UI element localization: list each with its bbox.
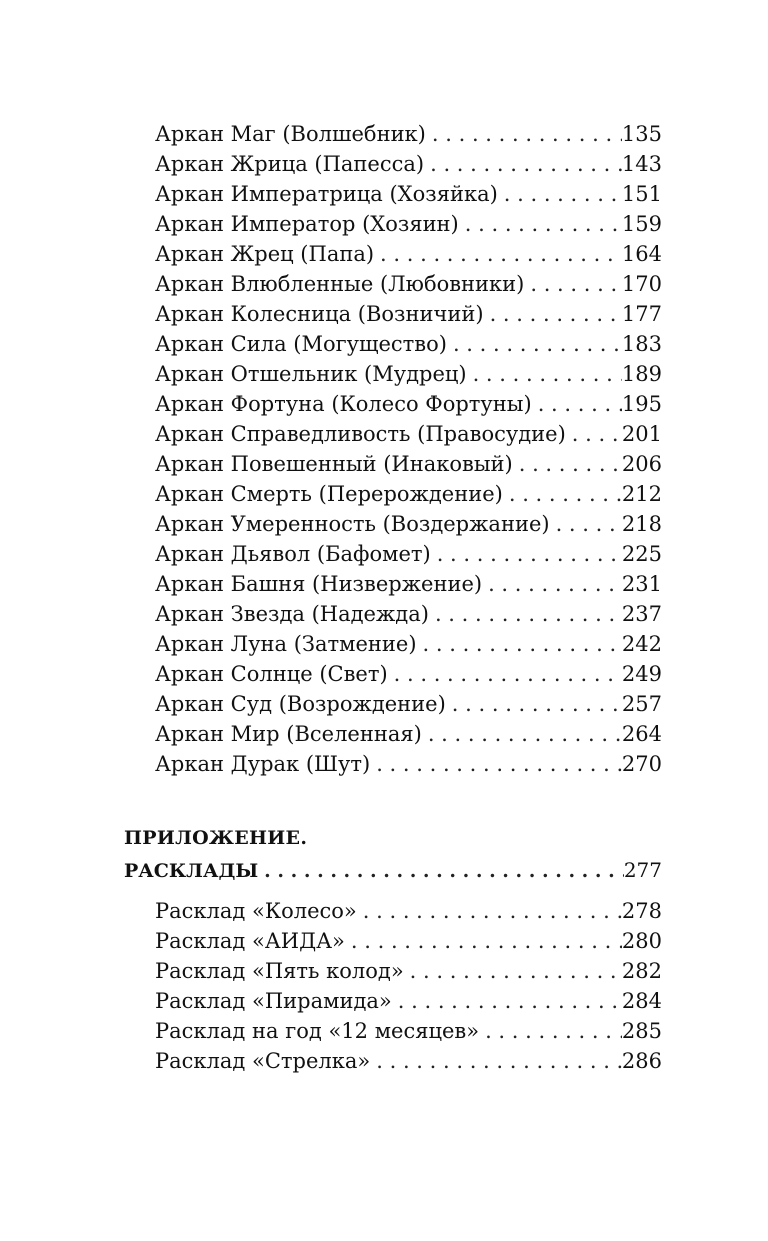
entry-title: Аркан Мир (Вселенная) bbox=[155, 722, 422, 746]
entry-title: Аркан Звезда (Надежда) bbox=[155, 602, 429, 626]
entry-page-number: 159 bbox=[621, 212, 662, 236]
appendix-heading-entry bbox=[124, 854, 662, 886]
entry-page-number: 264 bbox=[621, 722, 662, 746]
entry-title: Расклад «Стрелка» bbox=[155, 1049, 371, 1073]
entry-page-number: 206 bbox=[621, 452, 662, 476]
entry-title: Аркан Жрица (Папесса) bbox=[155, 152, 425, 176]
entry-title: Аркан Жрец (Папа) bbox=[155, 242, 375, 266]
entry-page-number: 183 bbox=[621, 332, 662, 356]
arcana-list bbox=[155, 119, 662, 779]
entry-title: Расклад «Пять колод» bbox=[155, 959, 404, 983]
arcana-entry bbox=[155, 209, 662, 239]
entry-title: Аркан Колесница (Возничий) bbox=[155, 302, 484, 326]
entry-page-number: 164 bbox=[621, 242, 662, 266]
arcana-entry bbox=[155, 689, 662, 719]
arcana-entry bbox=[155, 359, 662, 389]
spread-entry bbox=[155, 1046, 662, 1076]
entry-page-number: 218 bbox=[621, 512, 662, 536]
arcana-entry bbox=[155, 299, 662, 329]
entry-title: Аркан Фортуна (Колесо Фортуны) bbox=[155, 392, 532, 416]
appendix-title: ПРИЛОЖЕНИЕ. bbox=[124, 827, 308, 849]
dot-leader bbox=[435, 599, 622, 629]
arcana-entry bbox=[155, 329, 662, 359]
dot-leader bbox=[376, 749, 622, 779]
entry-title: Аркан Император (Хозяин) bbox=[155, 212, 459, 236]
spread-entry bbox=[155, 1016, 662, 1046]
dot-leader bbox=[504, 179, 622, 209]
arcana-entry bbox=[155, 119, 662, 149]
entry-page-number: 282 bbox=[621, 959, 662, 983]
arcana-entry bbox=[155, 569, 662, 599]
dot-leader bbox=[572, 419, 622, 449]
dot-leader bbox=[394, 659, 622, 689]
dot-leader bbox=[465, 209, 622, 239]
entry-page-number: 242 bbox=[621, 632, 662, 656]
spread-list bbox=[155, 896, 662, 1076]
entry-title: Аркан Смерть (Перерождение) bbox=[155, 482, 503, 506]
entry-page-number: 285 bbox=[621, 1019, 662, 1043]
arcana-entry bbox=[155, 599, 662, 629]
entry-page-number: 277 bbox=[623, 858, 662, 882]
spread-entry bbox=[155, 896, 662, 926]
dot-leader bbox=[488, 569, 622, 599]
entry-page-number: 270 bbox=[621, 752, 662, 776]
entry-page-number: 201 bbox=[621, 422, 662, 446]
dot-leader bbox=[428, 719, 622, 749]
arcana-entry bbox=[155, 509, 662, 539]
entry-page-number: 257 bbox=[621, 692, 662, 716]
dot-leader bbox=[437, 539, 622, 569]
entry-title: Расклад «АИДА» bbox=[155, 929, 345, 953]
entry-title: Аркан Башня (Низвержение) bbox=[155, 572, 483, 596]
entry-title: Аркан Маг (Волшебник) bbox=[155, 122, 426, 146]
dot-leader bbox=[509, 479, 622, 509]
entry-page-number: 284 bbox=[621, 989, 662, 1013]
entry-title: Аркан Дурак (Шут) bbox=[155, 752, 371, 776]
entry-page-number: 280 bbox=[621, 929, 662, 953]
entry-title: Аркан Отшельник (Мудрец) bbox=[155, 362, 467, 386]
dot-leader bbox=[363, 896, 622, 926]
arcana-entry bbox=[155, 719, 662, 749]
arcana-entry bbox=[155, 419, 662, 449]
dot-leader bbox=[380, 239, 622, 269]
dot-leader bbox=[490, 299, 622, 329]
appendix-section bbox=[124, 822, 662, 886]
dot-leader bbox=[452, 689, 622, 719]
arcana-entry bbox=[155, 659, 662, 689]
entry-title: Аркан Солнце (Свет) bbox=[155, 662, 388, 686]
entry-page-number: 177 bbox=[621, 302, 662, 326]
entry-title: Аркан Императрица (Хозяйка) bbox=[155, 182, 498, 206]
dot-leader bbox=[485, 1016, 622, 1046]
dot-leader bbox=[530, 269, 622, 299]
entry-title: Расклад на год «12 месяцев» bbox=[155, 1019, 480, 1043]
spread-entry bbox=[155, 926, 662, 956]
arcana-entry bbox=[155, 389, 662, 419]
entry-title: РАСКЛАДЫ bbox=[124, 860, 259, 882]
dot-leader bbox=[556, 509, 622, 539]
entry-page-number: 237 bbox=[621, 602, 662, 626]
dot-leader bbox=[453, 329, 622, 359]
entry-page-number: 278 bbox=[621, 899, 662, 923]
arcana-entry bbox=[155, 239, 662, 269]
entry-page-number: 225 bbox=[621, 542, 662, 566]
entry-title: Аркан Дьявол (Бафомет) bbox=[155, 542, 431, 566]
arcana-entry bbox=[155, 179, 662, 209]
entry-title: Аркан Повешенный (Инаковый) bbox=[155, 452, 513, 476]
arcana-entry bbox=[155, 479, 662, 509]
entry-title: Аркан Суд (Возрождение) bbox=[155, 692, 446, 716]
dot-leader bbox=[538, 389, 622, 419]
dot-leader bbox=[432, 119, 622, 149]
arcana-entry bbox=[155, 749, 662, 779]
entry-page-number: 189 bbox=[621, 362, 662, 386]
dot-leader bbox=[423, 629, 622, 659]
entry-page-number: 286 bbox=[621, 1049, 662, 1073]
arcana-entry bbox=[155, 449, 662, 479]
dot-leader bbox=[519, 449, 622, 479]
entry-page-number: 249 bbox=[621, 662, 662, 686]
entry-page-number: 170 bbox=[621, 272, 662, 296]
arcana-entry bbox=[155, 539, 662, 569]
entry-page-number: 135 bbox=[621, 122, 662, 146]
dot-leader bbox=[351, 926, 622, 956]
spread-entry bbox=[155, 956, 662, 986]
arcana-entry bbox=[155, 629, 662, 659]
entry-title: Аркан Сила (Могущество) bbox=[155, 332, 447, 356]
entry-page-number: 195 bbox=[621, 392, 662, 416]
dot-leader bbox=[398, 986, 622, 1016]
entry-title: Аркан Луна (Затмение) bbox=[155, 632, 417, 656]
entry-title: Расклад «Пирамида» bbox=[155, 989, 392, 1013]
dot-leader bbox=[264, 855, 624, 887]
dot-leader bbox=[473, 359, 622, 389]
arcana-entry bbox=[155, 149, 662, 179]
dot-leader bbox=[376, 1046, 622, 1076]
dot-leader bbox=[410, 956, 622, 986]
entry-title: Аркан Справедливость (Правосудие) bbox=[155, 422, 566, 446]
dot-leader bbox=[430, 149, 622, 179]
entry-page-number: 143 bbox=[621, 152, 662, 176]
entry-page-number: 212 bbox=[621, 482, 662, 506]
spread-entry bbox=[155, 986, 662, 1016]
entry-page-number: 151 bbox=[621, 182, 662, 206]
entry-page-number: 231 bbox=[621, 572, 662, 596]
entry-title: Расклад «Колесо» bbox=[155, 899, 357, 923]
entry-title: Аркан Влюбленные (Любовники) bbox=[155, 272, 525, 296]
entry-title: Аркан Умеренность (Воздержание) bbox=[155, 512, 550, 536]
arcana-entry bbox=[155, 269, 662, 299]
